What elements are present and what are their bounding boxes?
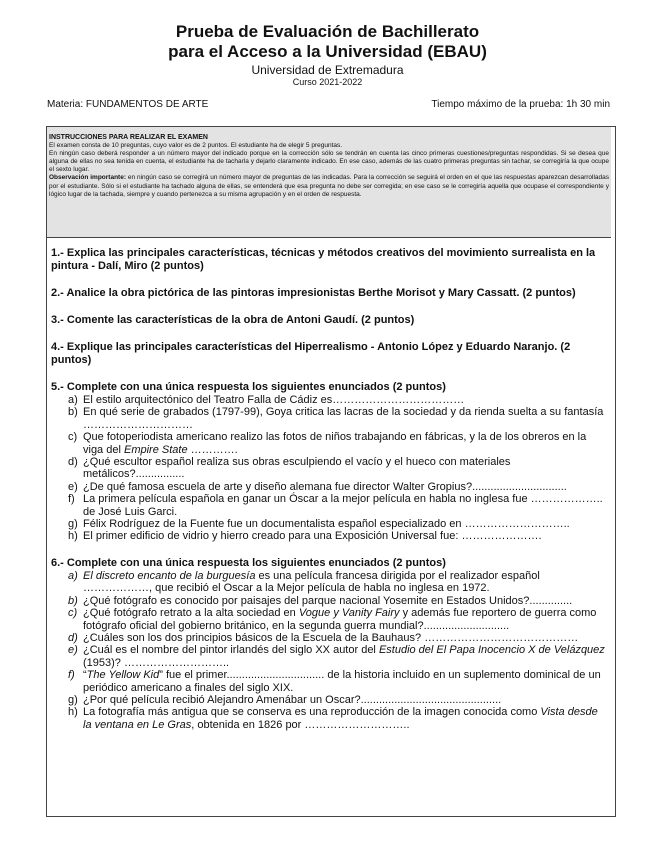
q6-item-c: c) ¿Qué fotógrafo retrato a la alta sociedad en Vogue y Vanity Fairy y además fue reportero de guerra como fotógrafo oficial del gobierno británico, en la segunda guerra mundial?............................ (68, 607, 597, 632)
q5-item-h: h) El primer edificio de vidrio y hierro creado para una Exposición Universal fue: …………………. (68, 530, 542, 543)
course-year: Curso 2021-2022 (292, 77, 363, 87)
q5-item-a: a) El estilo arquitectónico del Teatro Falla de Cádiz es……………………………… (68, 394, 465, 406)
questions (51, 243, 607, 731)
exam-frame (46, 126, 616, 817)
instructions-box (47, 127, 611, 238)
q6-item-a: a) El discreto encanto de la burguesía es una película francesa dirigida por el realizador español ………………, que recibió el Oscar a la Mejor película de habla no inglesa en 1972. (68, 569, 540, 595)
note-text: en ningún caso se corregirá un número mayor de preguntas de las indicadas. Para la corrección se seguirá el orden en el que las respuestas aparezcan desarrolladas por el estudiante. Sólo si el estudiante ha tachado alguna de ellas, se entenderá que esa pregunta no debe ser corregida; en ese caso se le corregiría aquella que ocupase el correspondiente y lógico lugar de la tachada, siempre y cuando pertenezca a su misma agrupación y en el orden de respuesta. (49, 174, 609, 198)
q5-item-e: e) ¿De qué famosa escuela de arte y diseño alemana fue director Walter Gropius?............................... (68, 480, 567, 493)
question-2: 2.- Analice la obra pictórica de las pintoras impresionistas Berthe Morisot y Mary Cassatt. (2 puntos) (51, 287, 576, 299)
question-3: 3.- Comente las características de la obra de Antoni Gaudí. (2 puntos) (51, 314, 415, 326)
q5-item-g: g) Félix Rodríguez de la Fuente fue un documentalista español especializado en ……………………….. (68, 518, 570, 531)
q6-item-h: h) La fotografía más antigua que se conserva es una reproducción de la imagen conocida como Vista desde la ventana en Le Gras, obtenida en 1826 por ……………………….. (68, 706, 598, 731)
q6-item-b: b) ¿Qué fotógrafo es conocido por paisajes del parque nacional Yosemite en Estados Unidos?.............. (68, 594, 573, 607)
question-1: 1.- Explica las principales características, técnicas y métodos creativos del movimiento surrealista en la pintura - Dalí, Miro (2 puntos) (51, 247, 596, 272)
question-6-title: 6.- Complete con una única respuesta los siguientes enunciados (2 puntos) (51, 556, 446, 569)
question-6-items (51, 570, 607, 731)
q6-item-d: d) ¿Cuáles son los dos principios básicos de la Escuela de la Bauhaus? …………………………………… (68, 631, 579, 644)
q6-item-f: f) “The Yellow Kid” fue el primer................................ de la historia incluido en un suplemento dominical de un periódico americano a finales del siglo XIX. (68, 669, 601, 694)
q5-item-f: f) La primera película española en ganar un Óscar a la mejor película en habla no inglesa fue ……………….. de José Luis Garci. (68, 493, 603, 518)
instructions-title: INSTRUCCIONES PARA REALIZAR EL EXAMEN (49, 134, 208, 141)
question-5-title: 5.- Complete con una única respuesta los siguientes enunciados (2 puntos) (51, 381, 446, 393)
exam-title-line2: para el Acceso a la Universidad (EBAU) (168, 42, 487, 61)
q6-item-g: g) ¿Por qué película recibió Alejandro Amenábar un Oscar?.............................................. (68, 693, 502, 706)
q6-item-e: e) ¿Cuál es el nombre del pintor irlandés del siglo XX autor del Estudio del El Papa Inocencio X de Velázquez (1953)? ……………………….. (68, 644, 605, 669)
question-5-items (51, 394, 607, 543)
q5-item-c: c) Que fotoperiodista americano realizo las fotos de niños trabajando en fábricas, y la de los obreros en la viga del Empire State …………. (68, 431, 587, 456)
exam-header (0, 22, 655, 88)
instructions-p2: En ningún caso deberá responder a un número mayor del indicado porque en la corrección sólo se tendrán en cuenta las cinco primeras cuestiones/preguntas respondidas. Si se desea que alguna de ellas no sea tenida en cuenta, el estudiante ha de tacharla y dejarlo claramente indicado. En ese caso, además de las cuatro primeras preguntas sin tachar, se corregiría la que ocupe el sexto lugar. (49, 150, 609, 174)
time-limit: Tiempo máximo de la prueba: 1h 30 min (431, 99, 610, 110)
instructions-note (49, 174, 609, 198)
subject-label: Materia: FUNDAMENTOS DE ARTE (47, 99, 209, 110)
question-4: 4.- Explique las principales características del Hiperrealismo - Antonio López y Eduardo Naranjo. (2 puntos) (51, 341, 571, 366)
note-label: Observación importante: (49, 174, 126, 182)
q5-item-d: d) ¿Qué escultor español realiza sus obras esculpiendo el vacío y el hueco con materiales metálicos?................ (68, 456, 511, 481)
instructions-p1: El examen consta de 10 preguntas, cuyo valor es de 2 puntos. El estudiante ha de elegir 5 preguntas. (49, 142, 343, 150)
exam-meta (47, 99, 610, 111)
exam-title-line1: Prueba de Evaluación de Bachillerato (175, 22, 480, 41)
university-name: Universidad de Extremadura (251, 63, 404, 77)
q5-item-b: b) En qué serie de grabados (1797-99), Goya critica las lacras de la sociedad y da rienda suelta a su fantasía ………………………… (68, 406, 604, 431)
